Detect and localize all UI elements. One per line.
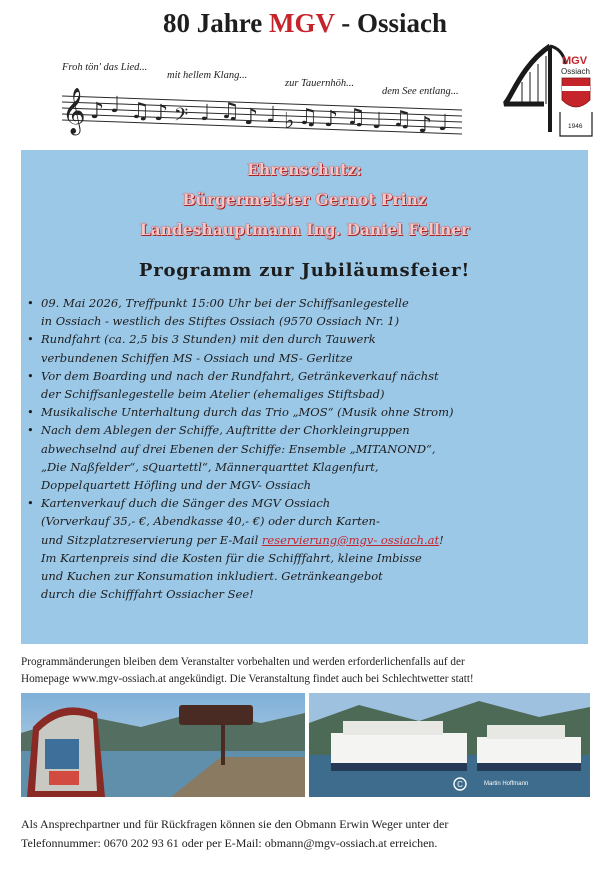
reservation-email-link[interactable]: reservierung@mgv- ossiach.at [261,532,440,547]
motto-3: zur Tauernhöh... [285,78,355,89]
program-heading: Programm zur Jubiläumsfeier! [138,260,471,281]
list-item: • Nach dem Ablegen der Schiffe, Auftritte der Chorkleingruppen abwechselnd auf drei Ebenen der Schiffe: Ensemble „MITANOND“, „Die Naßfelder“, sQuartettl“, Männerquarttet Klagenfurt, Doppelquartett Höfling und der MGV- Ossiach [27,423,436,493]
photo-credit: Martin Hoffmann [484,781,529,787]
ships-photo [309,693,590,797]
list-item: • Musikalische Unterhaltung durch das Trio „MOS“ (Musik ohne Strom) [27,405,454,420]
svg-text:♪: ♪ [90,99,105,124]
svg-text:♩: ♩ [372,109,383,134]
svg-text:♩: ♩ [438,111,449,136]
svg-text:♭: ♭ [284,109,295,134]
program-panel [21,150,588,644]
svg-text:𝄢: 𝄢 [174,105,189,130]
program-list [27,294,585,603]
motto-2: mit hellem Klang... [167,70,248,81]
motto-1: Froh tön' das Lied... [62,62,148,73]
music-staff [62,82,462,140]
svg-text:♫: ♫ [220,99,240,124]
svg-text:𝄞: 𝄞 [62,88,86,134]
svg-text:♩: ♩ [110,93,121,118]
motto-4: dem See entlang... [382,86,459,97]
svg-text:♫: ♫ [392,107,412,132]
svg-text:♪: ♪ [244,105,259,130]
notice-text: Programmänderungen bleiben dem Veranstalter vorbehalten und werden erforderlichenfalls auf der Homepage www.mgv-ossiach.at angekündigt. Die Veranstaltung findet auch bei Schlechtwetter statt! [21,656,474,685]
svg-text:♫: ♫ [130,99,150,124]
list-item: • Vor dem Boarding und nach der Rundfahrt, Getränkeverkauf nächst der Schiffsanlegestelle beim Atelier (ehemaliges Stiftsbad) [27,368,439,402]
logo-year: 1946 [568,123,583,130]
copyright-icon [453,777,467,791]
svg-text:♪: ♪ [154,101,169,126]
list-item: • 09. Mai 2026, Treffpunkt 15:00 Uhr bei der Schiffsanlegestelle in Ossiach - westlich des Stiftes Ossiach (9570 Ossiach Nr. 1) [27,296,409,329]
contact-text: Als Ansprechpartner und für Rückfragen können sie den Obmann Erwin Weger unter der Telefonnummer: 0670 202 93 61 oder per E-Mail: obmann@mgv-ossiach.at erreichen. [21,817,449,850]
svg-text:♪: ♪ [418,113,433,138]
mgv-logo [502,42,598,142]
logo-label: MGV [562,55,588,67]
svg-text:♫: ♫ [298,105,318,130]
patron-2: Landeshauptmann Ing. Daniel Fellner [139,220,470,239]
list-item: • Kartenverkauf duch die Sänger des MGV Ossiach (Vorverkauf 35,- €, Abendkasse 40,- €) oder durch Karten- und Sitzplatzreservierung per E-Mail reservierung@mgv- ossiach.at! Im Kartenpreis sind die Kosten für die Schifffahrt, kleine Imbisse und Kuchen zur Konsumation inkludiert. Getränkeangebot durch die Schifffahrt Ossiacher See! [27,496,444,602]
svg-text:C: C [457,780,463,789]
pier-photo [21,693,305,797]
patron-1: Bürgermeister Gernot Prinz [182,190,427,209]
page-title: 80 Jahre MGV - Ossiach [162,8,447,38]
svg-text:♪: ♪ [324,107,339,132]
list-item: • Rundfahrt (ca. 2,5 bis 3 Stunden) mit den durch Tauwerk verbundenen Schiffen MS - Ossiach und MS- Gerlitze [27,332,376,365]
title-mgv: MGV [268,8,335,38]
svg-text:♩: ♩ [200,101,211,126]
svg-text:♫: ♫ [346,105,366,130]
patronage-heading: Ehrenschutz: [247,160,362,179]
logo-sub: Ossiach [561,67,590,76]
svg-text:♩: ♩ [266,103,277,128]
